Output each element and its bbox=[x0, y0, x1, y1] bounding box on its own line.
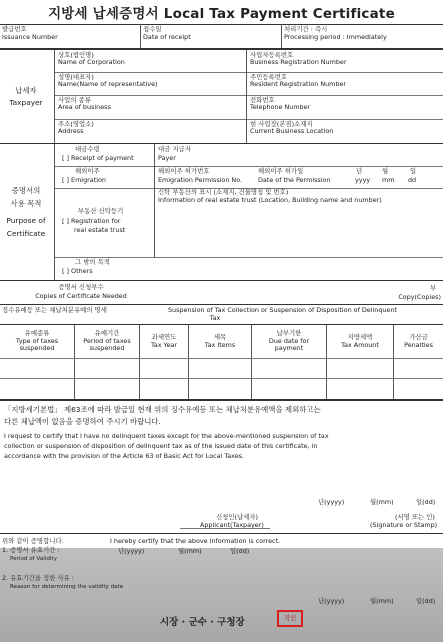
rule bbox=[0, 533, 443, 534]
address-en: Address bbox=[58, 127, 84, 135]
trust-checkbox[interactable]: [ ] Registration for bbox=[62, 217, 121, 225]
trust-info-en: Information of real estate trust (Location, Building name and number) bbox=[158, 196, 382, 204]
validity-year: 년(yyyy) bbox=[118, 547, 145, 555]
col-penalties-en: Penalties bbox=[404, 341, 433, 349]
rule bbox=[0, 358, 443, 359]
sign-en: (Signature or Stamp) bbox=[370, 521, 438, 529]
biz-area-en: Area of business bbox=[58, 103, 111, 111]
reason-en: Reason for determining the validity date bbox=[10, 584, 124, 590]
purpose-label-en-1: Purpose of bbox=[6, 216, 46, 225]
col-period-kr: 유예기간 bbox=[94, 329, 120, 337]
col-amount-en: Tax Amount bbox=[341, 341, 379, 349]
emig-year-en: yyyy bbox=[355, 176, 371, 184]
applicant-en: Applicant(Taxpayer) bbox=[200, 521, 264, 529]
receipt-payment-checkbox[interactable]: [ ] Receipt of payment bbox=[62, 154, 134, 162]
statement-month: 월(mm) bbox=[370, 498, 394, 506]
emig-day-en: dd bbox=[408, 176, 417, 184]
validity-month: 월(mm) bbox=[178, 547, 202, 555]
statement-en-2: collection or suspension of disposition of delinquent tax as of the issued date of this certificate, in bbox=[4, 442, 318, 450]
col-penalties-kr: 가산금 bbox=[409, 333, 428, 341]
official-seal-box bbox=[277, 610, 303, 627]
payer-en: Payer bbox=[158, 154, 176, 162]
emig-year-kr: 년 bbox=[356, 167, 363, 175]
issuance-kr: 발급번호 bbox=[2, 25, 27, 33]
purpose-label-en-2: Certificate bbox=[6, 229, 46, 238]
rule bbox=[55, 72, 443, 73]
others-checkbox[interactable]: [ ] Others bbox=[62, 267, 93, 275]
rule bbox=[0, 399, 443, 401]
processing-en: Processing period : Immediately bbox=[284, 33, 387, 41]
divider bbox=[281, 24, 282, 48]
cur-loc-kr: 현 사업장(본점)소재지 bbox=[250, 120, 313, 128]
col-type-kr: 유예종류 bbox=[24, 329, 50, 337]
emig-perm-en: Emigration Permission No. bbox=[158, 176, 243, 184]
rule bbox=[0, 324, 443, 325]
emig-day-kr: 일 bbox=[410, 167, 417, 175]
name-corp-en: Name of Corporation bbox=[58, 58, 125, 66]
col-items-en: Tax Items bbox=[204, 341, 236, 349]
name-rep-en: Name(Name of representative) bbox=[58, 80, 158, 88]
others-kr: 그 밖의 목적 bbox=[75, 258, 110, 266]
col-year-en: Tax Year bbox=[150, 341, 178, 349]
certify-kr: 위와 같이 증명합니다. bbox=[2, 537, 64, 545]
statement-year: 년(yyyy) bbox=[318, 498, 345, 506]
rule bbox=[0, 280, 443, 281]
resident-en: Resident Registration Number bbox=[250, 80, 347, 88]
divider bbox=[154, 188, 155, 257]
divider bbox=[140, 24, 141, 48]
trust-en-2: real estate trust bbox=[74, 226, 126, 234]
receipt-en: Date of receipt bbox=[143, 33, 191, 41]
receipt-kr: 접수일 bbox=[143, 25, 162, 33]
col-due-kr: 납부기한 bbox=[276, 329, 302, 337]
name-corp-kr: 상호(법인명) bbox=[58, 51, 94, 59]
suspension-heading-en-1: Suspension of Tax Collection or Suspension of Disposition of Delinquent bbox=[168, 306, 397, 314]
suspension-heading-en-2: Tax bbox=[209, 314, 221, 322]
copies-unit-en: Copy(Copies) bbox=[398, 293, 441, 301]
emig-month-en: mm bbox=[382, 176, 395, 184]
resident-kr: 주민등록번호 bbox=[250, 73, 288, 81]
validity-day: 일(dd) bbox=[230, 547, 250, 555]
rule-top bbox=[0, 24, 443, 25]
applicant-signature-line bbox=[180, 528, 270, 529]
validity-en: Period of Validity bbox=[10, 556, 57, 562]
trust-kr: 부동산 신탁등기 bbox=[78, 207, 124, 215]
mayor-title: 시장 · 군수 · 구청장 bbox=[160, 617, 245, 628]
statement-en-3: accordance with the provision of the Article 63 of Basic Act for Local Taxes. bbox=[4, 452, 244, 460]
purpose-label-kr-1: 증명서의 bbox=[11, 186, 41, 195]
validity-kr: 1. 증명서 유효기간 : bbox=[2, 546, 60, 554]
divider bbox=[54, 144, 55, 280]
trust-info-kr: 신탁 부동산의 표시 (소재지, 건물명칭 및 번호) bbox=[158, 188, 289, 196]
col-period-en-1: Period of taxes bbox=[83, 337, 131, 345]
copies-kr: 증명서 신청부수 bbox=[58, 283, 104, 291]
biz-area-kr: 사업의 종류 bbox=[58, 96, 91, 104]
suspension-heading-kr: 징수유예등 또는 체납처분유예의 명세 bbox=[2, 306, 107, 314]
statement-en-1: I request to certify that I have no delinquent taxes except for the above-mentioned suspension of tax bbox=[4, 432, 329, 440]
sig-month: 월(mm) bbox=[370, 597, 394, 605]
divider bbox=[246, 50, 247, 143]
rule bbox=[0, 304, 443, 305]
rule bbox=[55, 95, 443, 96]
rule bbox=[0, 378, 443, 379]
biz-reg-en: Business Registration Number bbox=[250, 58, 347, 66]
sig-day: 일(dd) bbox=[416, 597, 436, 605]
certify-en: I hereby certify that the above information is correct. bbox=[110, 537, 281, 545]
reason-kr: 2. 유효기간을 정한 사유 : bbox=[2, 574, 74, 582]
emig-date-kr: 해외이주 허가일 bbox=[258, 167, 304, 175]
emig-perm-kr: 해외이주 허가번호 bbox=[158, 167, 210, 175]
cur-loc-en: Current Business Location bbox=[250, 127, 334, 135]
document-title: 지방세 납세증명서 Local Tax Payment Certificate bbox=[48, 6, 395, 22]
sig-year: 년(yyyy) bbox=[318, 597, 345, 605]
address-kr: 주소(영업소) bbox=[58, 120, 94, 128]
phone-en: Telephone Number bbox=[250, 103, 311, 111]
col-items-kr: 세목 bbox=[213, 333, 227, 341]
issuance-en: Issuance Number bbox=[2, 33, 58, 41]
statement-day: 일(dd) bbox=[416, 498, 436, 506]
taxpayer-label-en: Taxpayer bbox=[9, 98, 43, 107]
divider bbox=[54, 50, 55, 143]
sign-kr: (서명 또는 인) bbox=[395, 513, 435, 521]
rule bbox=[55, 257, 443, 258]
col-type-en-1: Type of taxes bbox=[15, 337, 59, 345]
copies-unit-kr: 부 bbox=[430, 284, 437, 292]
purpose-label-kr-2: 사용 목적 bbox=[10, 199, 42, 208]
col-amount-kr: 지방세액 bbox=[347, 333, 373, 341]
official-seal-text: 직인 bbox=[283, 614, 297, 622]
taxpayer-label-kr: 납세자 bbox=[15, 86, 37, 95]
processing-kr: 처리기간 : 즉시 bbox=[284, 25, 328, 33]
applicant-kr: 신청인(납세자) bbox=[216, 513, 259, 521]
statement-kr-2: 다른 체납액이 없음을 증명하여 주시기 바랍니다. bbox=[4, 417, 161, 426]
copies-en: Copies of Certificate Needed bbox=[35, 292, 127, 300]
name-rep-kr: 성명(대표자) bbox=[58, 73, 94, 81]
rule bbox=[55, 119, 443, 120]
col-due-en-1: Due date for bbox=[268, 337, 310, 345]
emig-month-kr: 월 bbox=[382, 167, 389, 175]
divider bbox=[154, 144, 155, 166]
emigration-kr: 해외이주 bbox=[75, 167, 100, 175]
rule bbox=[0, 143, 443, 144]
emig-date-en: Date of the Permission bbox=[258, 176, 331, 184]
receipt-payment-kr: 대금수령 bbox=[75, 145, 100, 153]
col-year-kr: 과세연도 bbox=[151, 333, 177, 341]
emigration-checkbox[interactable]: [ ] Emigration bbox=[62, 176, 106, 184]
payer-kr: 대금 지급자 bbox=[158, 145, 191, 153]
col-due-en-2: payment bbox=[274, 344, 304, 352]
rule-header-bottom bbox=[0, 48, 443, 50]
statement-kr-1: 「지방세기본법」 제63조에 따라 발급일 현재 위의 징수유예등 또는 체납처분유예액을 제외하고는 bbox=[4, 405, 321, 414]
phone-kr: 전화번호 bbox=[250, 96, 275, 104]
divider bbox=[154, 166, 155, 188]
col-type-en-2: suspended bbox=[19, 344, 55, 352]
col-period-en-2: suspended bbox=[89, 344, 125, 352]
biz-reg-kr: 사업자등록번호 bbox=[250, 51, 294, 59]
